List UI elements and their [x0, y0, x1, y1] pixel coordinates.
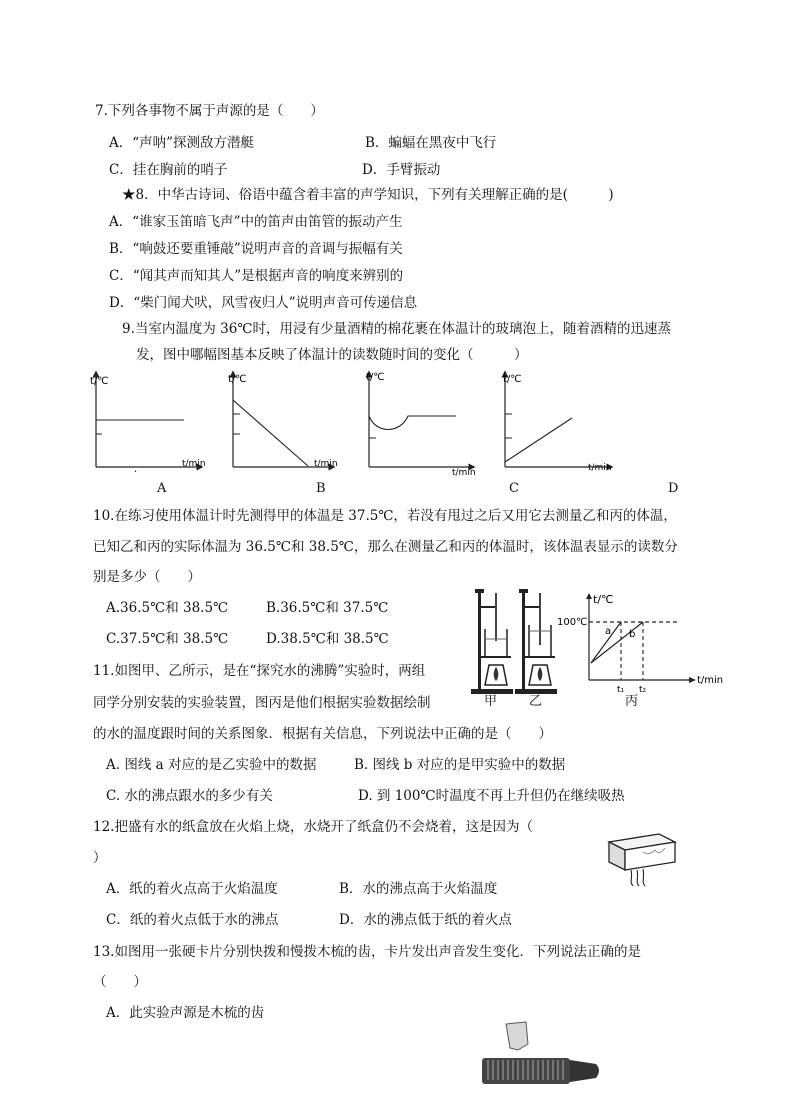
q11-line3: 的水的温度跟时间的关系图象．根据有关信息，下列说法中正确的是（ ）: [93, 726, 552, 742]
q13-line2: （ ）: [93, 974, 147, 990]
q9-graph-d: [503, 374, 612, 473]
q11-line2: 同学分别安装的实验装置，图丙是他们根据实验数据绘制: [93, 695, 431, 711]
q9-graph-c: [366, 372, 476, 478]
q9-graph-a-y-unit: t/℃: [90, 376, 109, 387]
q9-graph-d-y-unit: t/℃: [503, 374, 522, 385]
q10-line2: 已知乙和丙的实际体温为 36.5℃和 38.5℃，那么在测量乙和丙的体温时，该体温表显示的读数分: [93, 539, 678, 555]
q9-stem-line1: 9.当室内温度为 36℃时，用浸有少量酒精的棉花裹在体温计的玻璃泡上，随着酒精的迅速蒸: [122, 321, 671, 337]
q7-option-b: B．蝙蝠在黑夜中飞行: [365, 135, 497, 151]
q12-option-a: A．纸的着火点高于火焰温度: [106, 881, 278, 897]
q9-graph-b-x-unit: t/min: [314, 459, 338, 469]
comb-and-card-illustration: [478, 1020, 608, 1092]
q10-option-b: B.36.5℃和 37.5℃: [266, 600, 389, 616]
q9-label-b: B: [316, 481, 326, 496]
graph-bing-y-unit: t/℃: [593, 593, 614, 606]
q9-graph-c-y-unit: t/℃: [366, 372, 385, 383]
q7-option-d: D．手臂振动: [362, 162, 441, 178]
q12-line2: ）: [93, 850, 107, 866]
q9-graph-b-y-unit: t/℃: [228, 374, 247, 385]
q11-option-c: C. 水的沸点跟水的多少有关: [106, 788, 273, 804]
fig-label-yi: 乙: [529, 694, 543, 709]
q12-option-c: C．纸的着火点低于水的沸点: [106, 912, 279, 928]
q10-line1: 10.在练习使用体温计时先测得甲的体温是 37.5℃，若没有甩过之后又用它去测量乙和丙的体温，: [93, 508, 677, 524]
q9-graph-d-x-unit: t/min: [588, 463, 612, 473]
q8-option-b: B．“响鼓还要重锤敲”说明声音的音调与振幅有关: [109, 241, 403, 257]
q11-line1: 11.如图甲、乙所示，是在“探究水的沸腾”实验时，两组: [93, 663, 426, 679]
q9-label-a: A: [157, 481, 167, 496]
q7-option-a: A．“声呐”探测敌方潜艇: [109, 135, 255, 151]
q9-stem-line2: 发，图中哪幅图基本反映了体温计的读数随时间的变化（ ）: [136, 347, 528, 363]
graph-bing-line-a: a: [605, 626, 612, 637]
q9-graph-b: [228, 374, 338, 469]
q8-stem: ★8．中华古诗词、俗语中蕴含着丰富的声学知识，下列有关理解正确的是( ): [122, 187, 614, 203]
q11-option-a: A. 图线 a 对应的是乙实验中的数据: [106, 757, 317, 773]
paper-box-over-flame-illustration: [603, 830, 683, 888]
graph-bing: [557, 593, 723, 695]
q9-graph-a: [90, 374, 206, 475]
q8-option-a: A．“谁家玉笛暗飞声”中的笛声由笛管的振动产生: [109, 214, 403, 230]
graph-bing-tick-100: 100℃: [557, 617, 588, 628]
q10-option-d: D.38.5℃和 38.5℃: [266, 631, 389, 647]
apparatus-yi: [515, 589, 557, 694]
svg-text:.: .: [134, 464, 138, 475]
q9-graph-a-x-unit: t/min: [182, 459, 206, 469]
q9-label-d: D: [668, 481, 679, 496]
q9-graph-c-x-unit: t/min: [452, 468, 476, 478]
q11-option-d: D. 到 100℃时温度不再上升但仍在继续吸热: [358, 788, 625, 804]
graph-bing-t2: t₂: [639, 685, 647, 695]
q13-option-a: A．此实验声源是木梳的齿: [106, 1005, 265, 1021]
q11-option-b: B. 图线 b 对应的是甲实验中的数据: [354, 757, 566, 773]
q10-option-a: A.36.5℃和 38.5℃: [106, 600, 229, 616]
q10-option-c: C.37.5℃和 38.5℃: [106, 631, 229, 647]
fig-label-bing: 丙: [625, 694, 639, 709]
graph-bing-line-b: b: [629, 629, 636, 640]
apparatus-jia: [471, 589, 513, 694]
q9-label-c: C: [509, 481, 519, 496]
q12-option-d: D．水的沸点低于纸的着火点: [339, 912, 512, 928]
q8-option-c: C．“闻其声而知其人”是根据声音的响度来辨别的: [109, 268, 404, 284]
q12-line1: 12.把盛有水的纸盒放在火焰上烧，水烧开了纸盒仍不会烧着，这是因为（: [93, 819, 533, 835]
q7-stem: 7.下列各事物不属于声源的是（ ）: [95, 103, 324, 119]
q10-line3: 别是多少（ ）: [93, 569, 201, 585]
q8-option-d: D．“柴门闻犬吠，风雪夜归人”说明声音可传递信息: [109, 295, 418, 311]
q12-option-b: B．水的沸点高于火焰温度: [339, 881, 498, 897]
graph-bing-t1: t₁: [617, 685, 625, 695]
q7-option-c: C．挂在胸前的哨子: [109, 162, 228, 178]
graph-bing-x-unit: t/min: [697, 675, 724, 686]
fig-label-jia: 甲: [484, 694, 498, 709]
q13-line1: 13.如图用一张硬卡片分别快拨和慢拨木梳的齿，卡片发出声音发生变化．下列说法正确的是: [93, 944, 641, 960]
